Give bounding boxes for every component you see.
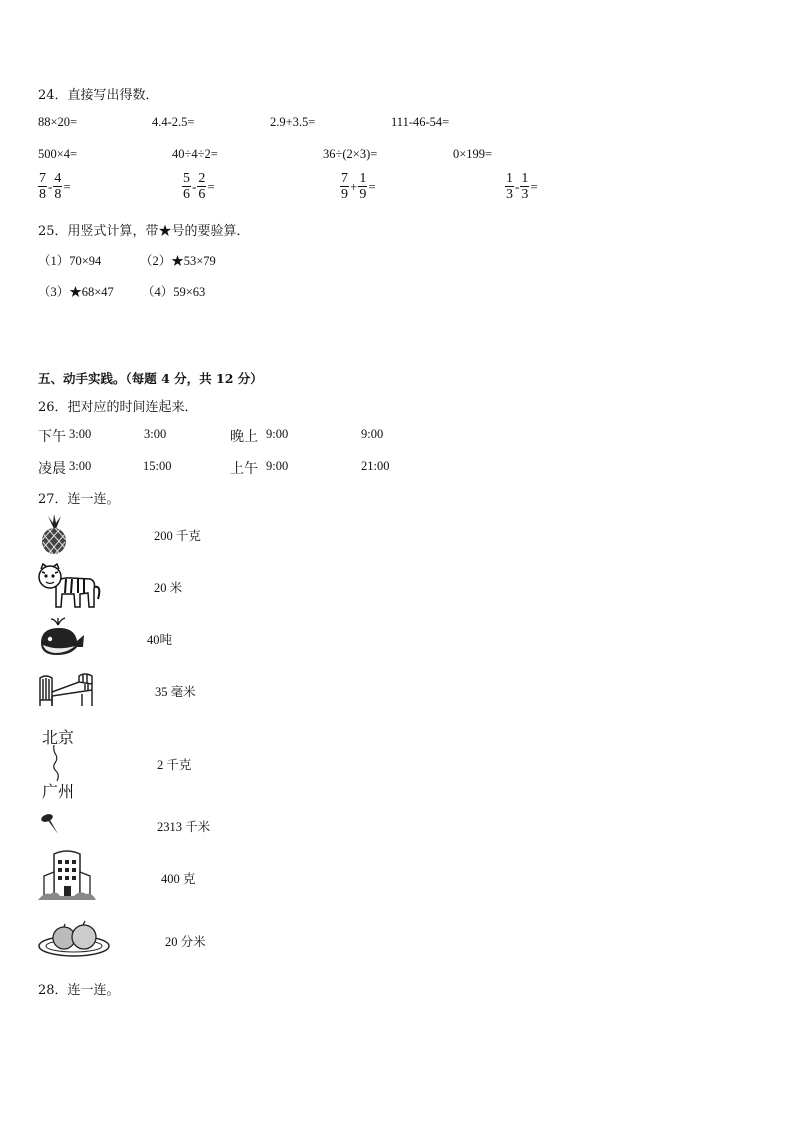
fraction-denominator: 8 — [54, 187, 62, 202]
fraction-denominator: 3 — [506, 187, 513, 202]
q25-title: 25．用竖式计算，带★号的要验算． — [38, 224, 250, 239]
building-icon — [38, 848, 96, 902]
fraction-denominator: 6 — [183, 187, 190, 202]
q27-value-8: 20 分米 — [165, 935, 206, 949]
q26-row2-label3: 上午 — [230, 461, 258, 477]
q26-row2-label1: 凌晨 — [38, 461, 66, 477]
pineapple-icon — [37, 513, 71, 555]
whale-icon — [37, 615, 87, 657]
q26-row1-label1: 下午 — [38, 429, 66, 445]
fraction-operator: + — [350, 178, 358, 194]
q24-row2-item3: 36÷(2×3)= — [323, 147, 378, 161]
fraction-numerator: 1 — [359, 171, 367, 186]
q24-row1-item4: 111-46-54= — [391, 115, 450, 129]
fraction-denominator: 3 — [521, 187, 529, 202]
q26-row2-time2: 15:00 — [143, 459, 172, 473]
q24-fraction-expr-1 — [38, 171, 72, 202]
q27-value-4: 35 毫米 — [155, 685, 196, 699]
fraction-numerator: 7 — [39, 171, 46, 186]
equals-sign: = — [207, 178, 215, 194]
q24-row2-item2: 40÷4÷2= — [172, 147, 218, 161]
q26-row2-time1: 3:00 — [69, 459, 92, 473]
fraction-denominator: 9 — [359, 187, 367, 202]
q26-row2-time4: 21:00 — [361, 459, 390, 473]
fraction-operator: - — [515, 178, 520, 194]
fraction-numerator: 1 — [506, 171, 513, 186]
q27-value-7: 400 克 — [161, 872, 196, 886]
q27-value-5: 2 千克 — [157, 758, 192, 772]
q28-title: 28．连一连。 — [38, 983, 120, 998]
tiger-icon — [36, 563, 102, 611]
q26-row1-label3: 晚上 — [230, 429, 258, 445]
q24-row2-item4: 0×199= — [453, 147, 493, 161]
q27-value-6: 2313 千米 — [157, 820, 211, 834]
equals-sign: = — [63, 178, 71, 194]
q26-row1-time2: 3:00 — [144, 427, 167, 441]
fraction-operator: - — [192, 178, 197, 194]
q24-title: 24．直接写出得数． — [38, 88, 159, 103]
q26-row2-time3: 9:00 — [266, 459, 289, 473]
q25-item-2: （2）★53×79 — [140, 254, 216, 268]
fraction-numerator: 1 — [521, 171, 529, 186]
fraction-denominator: 9 — [341, 187, 348, 202]
q25-item-3: （3）★68×47 — [38, 285, 114, 299]
equals-sign: = — [368, 178, 376, 194]
q26-row1-time1: 3:00 — [69, 427, 92, 441]
q24-fraction-expr-2 — [182, 171, 216, 202]
q26-row1-time3: 9:00 — [266, 427, 289, 441]
fraction-numerator: 7 — [341, 171, 348, 186]
q27-title: 27．连一连。 — [38, 492, 120, 507]
q27-value-2: 20 米 — [154, 581, 183, 595]
nail-icon — [39, 811, 65, 837]
q27-value-3: 40吨 — [147, 633, 173, 647]
q24-fraction-expr-3 — [340, 171, 377, 202]
fraction-numerator: 2 — [198, 171, 206, 186]
map-label-guangzhou: 广州 — [42, 782, 75, 801]
bed-icon — [37, 664, 95, 708]
equals-sign: = — [530, 178, 538, 194]
q24-row2-item1: 500×4= — [38, 147, 78, 161]
q24-row1-item1: 88×20= — [38, 115, 78, 129]
fraction-denominator: 8 — [39, 187, 46, 202]
fraction-numerator: 4 — [54, 171, 62, 186]
route-map-icon — [40, 725, 84, 800]
oranges-plate-icon — [37, 918, 111, 958]
map-label-beijing: 北京 — [42, 728, 75, 747]
q26-row1-time4: 9:00 — [361, 427, 384, 441]
q25-item-1: （1）70×94 — [38, 254, 102, 268]
q26-title: 26．把对应的时间连起来． — [38, 400, 198, 415]
q27-value-1: 200 千克 — [154, 529, 201, 543]
fraction-numerator: 5 — [183, 171, 190, 186]
q25-item-4: （4）59×63 — [142, 285, 206, 299]
q24-row1-item3: 2.9+3.5= — [270, 115, 316, 129]
fraction-operator: - — [48, 178, 53, 194]
q24-row1-item2: 4.4-2.5= — [152, 115, 195, 129]
section-5-title: 五、动手实践。（每题 4 分，共 12 分） — [38, 371, 263, 386]
q24-fraction-expr-4 — [505, 171, 539, 202]
fraction-denominator: 6 — [198, 187, 206, 202]
